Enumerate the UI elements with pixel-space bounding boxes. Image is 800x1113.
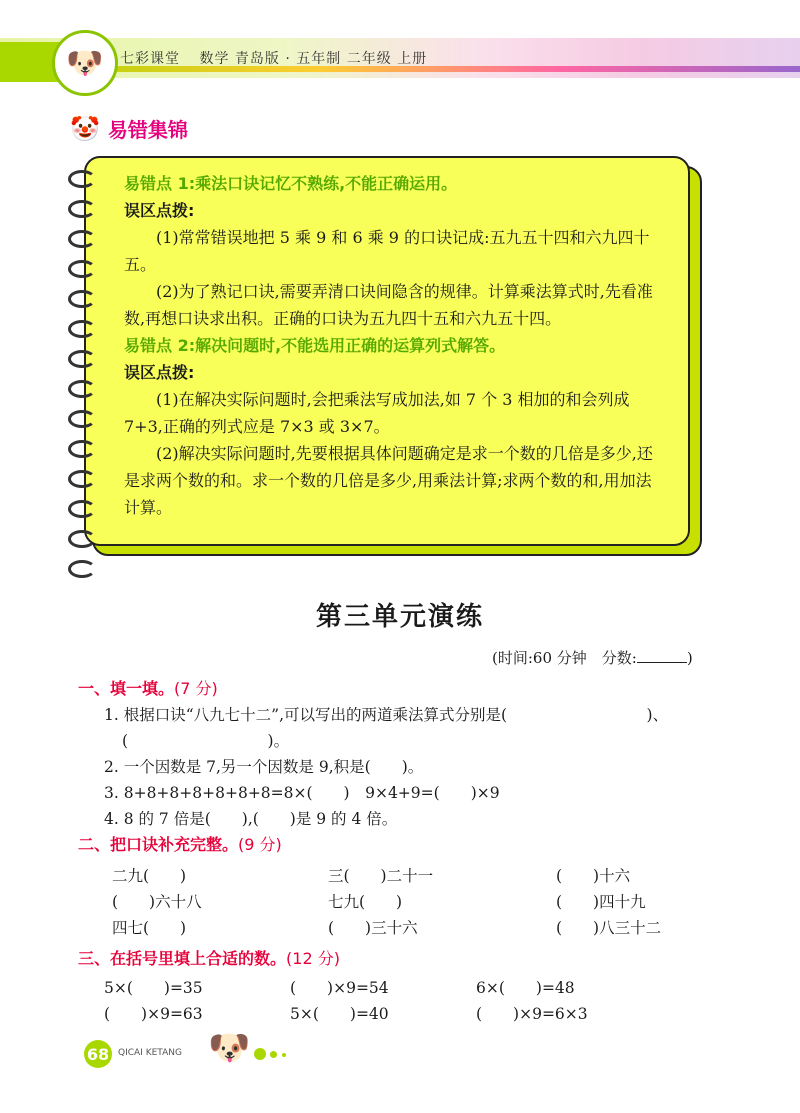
dot-icon <box>270 1051 277 1058</box>
point1-title: 易错点 1:乘法口诀记忆不熟练,不能正确运用。 <box>124 174 458 193</box>
ring <box>68 350 96 368</box>
dot-icon <box>254 1048 266 1060</box>
fill-item: 5×( )=40 <box>290 1005 389 1023</box>
mistake-notebook <box>84 156 690 546</box>
fill-item: ( )×9=54 <box>290 979 389 997</box>
ring <box>68 530 96 548</box>
koujue-item: 七九( ) <box>328 893 403 911</box>
ring <box>68 470 96 488</box>
koujue-item: 二九( ) <box>112 867 187 885</box>
dot-icon <box>282 1053 286 1057</box>
point1-para-a: (1)常常错误地把 5 乘 9 和 6 乘 9 的口诀记成:五九五十四和六九四十五。 <box>124 228 650 274</box>
label-2: 误区点拨: <box>124 363 195 382</box>
koujue-item: ( )四十九 <box>556 893 646 911</box>
ring <box>68 290 96 308</box>
koujue-item: ( )三十六 <box>328 919 418 937</box>
ring <box>68 440 96 458</box>
time-score-info <box>492 647 693 668</box>
ring <box>68 320 96 338</box>
ring <box>68 410 96 428</box>
section-1-title: 一、填一填。 <box>78 679 175 698</box>
question-3: 3. 8+8+8+8+8+8+8=8×( ) 9×4+9=( )×9 <box>104 784 500 802</box>
section-2-points: (9 分) <box>238 835 282 854</box>
ring <box>68 200 96 218</box>
mascot-icon: 🐶 <box>52 30 118 96</box>
koujue-item: 三( )二十一 <box>328 867 434 885</box>
question-4: 4. 8 的 7 倍是( ),( )是 9 的 4 倍。 <box>104 810 398 828</box>
subject-info: 数学 青岛版 · 五年制 二年级 上册 <box>199 51 428 67</box>
question-2: 2. 一个因数是 7,另一个因数是 9,积是( )。 <box>104 758 424 776</box>
mascot-dog-icon: 🐶 <box>208 1028 251 1068</box>
koujue-item: 四七( ) <box>112 919 187 937</box>
question-1-line-1: 1. 根据口诀“八九七十二”,可以写出的两道乘法算式分别是( )、 <box>104 706 669 724</box>
section-3-title: 三、在括号里填上合适的数。 <box>78 949 287 968</box>
ring <box>68 500 96 518</box>
ring <box>68 230 96 248</box>
binder-rings <box>68 170 108 590</box>
series-name: 七彩课堂 <box>120 51 180 67</box>
section-3-points: (12 分) <box>286 949 340 968</box>
ring <box>68 260 96 278</box>
score-blank[interactable] <box>637 648 687 663</box>
ring <box>68 560 96 578</box>
ring <box>68 170 96 188</box>
clown-icon: 🤡 <box>70 114 100 143</box>
question-1-line-2: ( )。 <box>122 732 290 750</box>
section-2-heading <box>78 832 282 855</box>
section-1-points: (7 分) <box>174 679 218 698</box>
ring <box>68 380 96 398</box>
fill-item: ( )×9=63 <box>104 1005 203 1023</box>
section-1-heading <box>78 676 218 699</box>
koujue-item: ( )十六 <box>556 867 631 885</box>
point2-para-b: (2)解决实际问题时,先要根据具体问题确定是求一个数的几倍是多少,还是求两个数的和。求一个数的几倍是多少,用乘法计算;求两个数的和,用加法计算。 <box>124 444 653 517</box>
section-tag <box>70 114 188 143</box>
point1-para-b: (2)为了熟记口诀,需要弄清口诀间隐含的规律。计算乘法算式时,先看准数,再想口诀求出积。正确的口诀为五九四十五和六九五十四。 <box>124 282 653 328</box>
point2-title: 易错点 2:解决问题时,不能选用正确的运算列式解答。 <box>124 336 506 355</box>
fill-item: 6×( )=48 <box>476 979 575 997</box>
time-info-end: ) <box>686 649 693 667</box>
point2-para-a: (1)在解决实际问题时,会把乘法写成加法,如 7 个 3 相加的和会列成 7+3,正确的列式应是 7×3 或 3×7。 <box>124 390 630 436</box>
book-title <box>120 48 427 68</box>
section-tag-label: 易错集锦 <box>107 118 188 142</box>
fill-item: 5×( )=35 <box>104 979 203 997</box>
section-3-heading <box>78 946 340 969</box>
koujue-item: ( )八三十二 <box>556 919 662 937</box>
fill-item: ( )×9=6×3 <box>476 1005 588 1023</box>
page-number: 68 <box>84 1040 112 1068</box>
koujue-item: ( )六十八 <box>112 893 202 911</box>
section-2-title: 二、把口诀补充完整。 <box>78 835 239 854</box>
time-info: (时间:60 分钟 分数: <box>492 649 637 667</box>
footer-brand: QICAI KETANG <box>118 1048 182 1058</box>
unit-title: 第三单元演练 <box>315 602 484 632</box>
label-1: 误区点拨: <box>124 201 195 220</box>
